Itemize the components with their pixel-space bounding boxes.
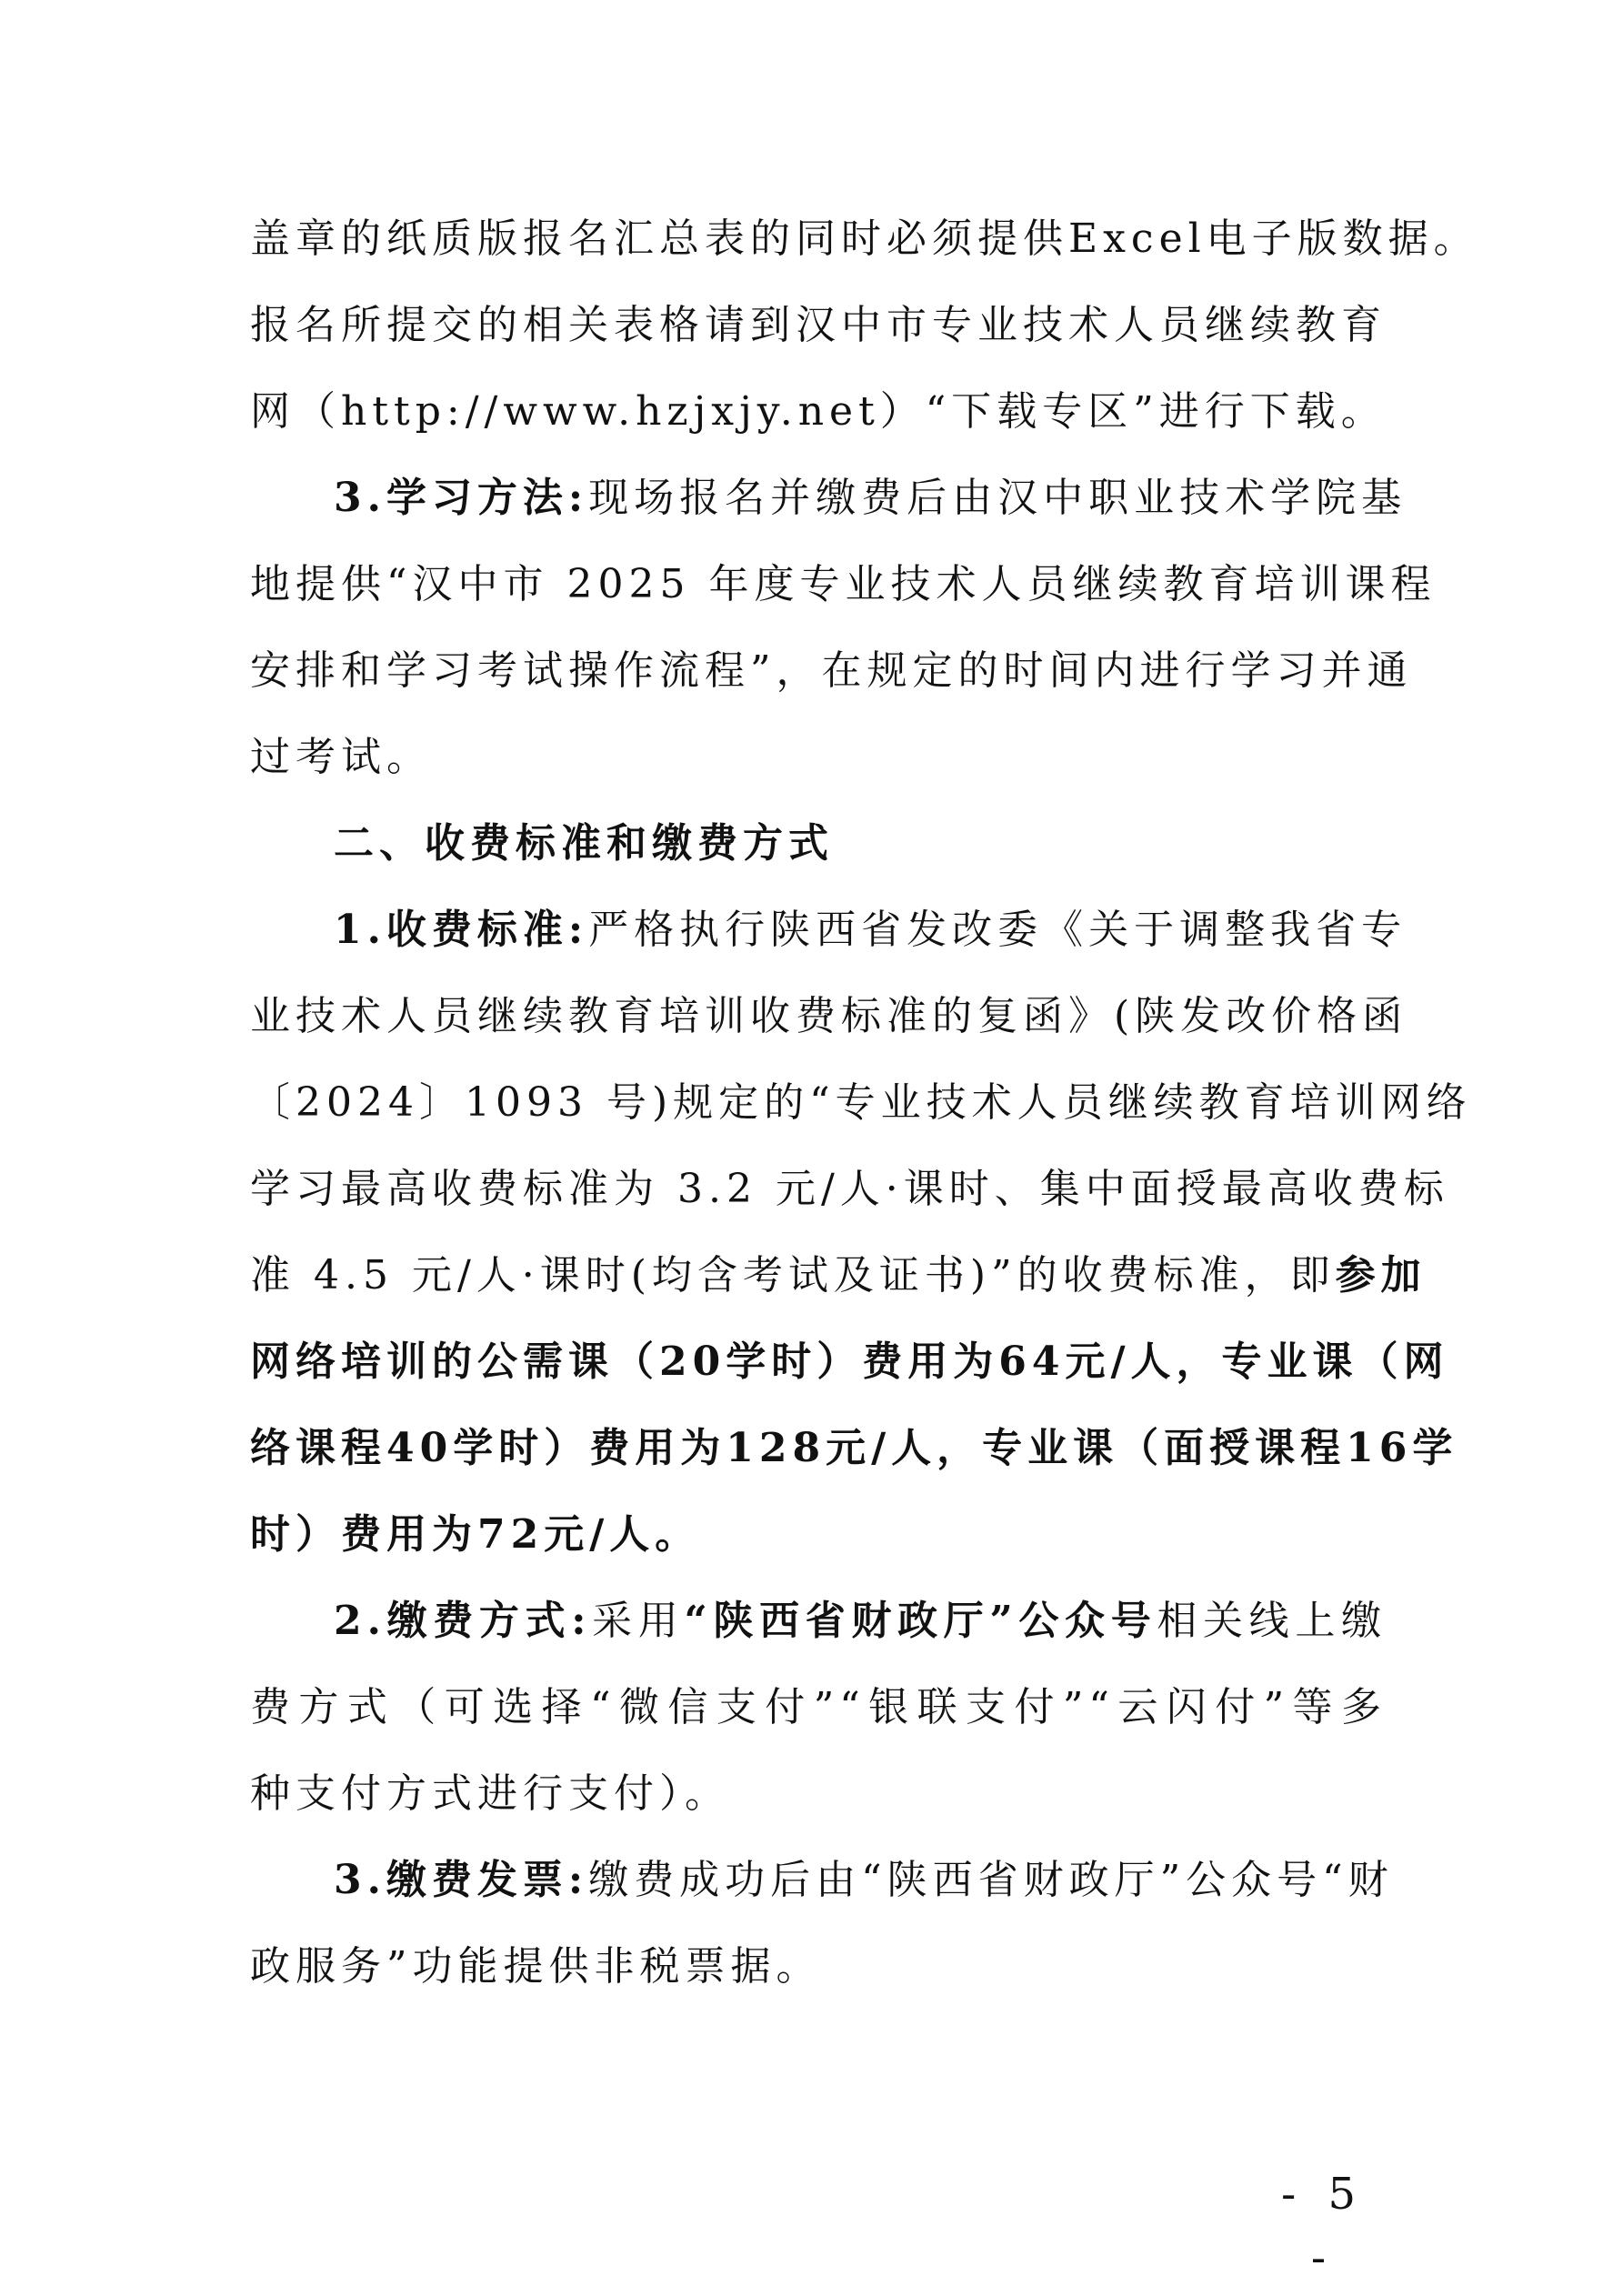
text-line: 〔2024〕1093 号)规定的“专业技术人员继续教育培训网络 [250,1079,1472,1126]
text-line: 业技术人员继续教育培训收费标准的复函》(陕发改价格函 [250,993,1408,1039]
text-line: 种支付方式进行支付）。 [250,1770,730,1817]
text-line: 过考试。 [250,734,432,780]
text-run-bold: 参加 [1335,1252,1427,1298]
text-run: 相关线上缴 [1157,1598,1388,1644]
text-run: 准 4.5 元/人·课时(均含考试及证书)”的收费标准，即 [250,1252,1336,1298]
text-line: 费方式（可选择“微信支付”“银联支付”“云闪付”等多 [250,1684,1387,1730]
text-run: 采用 [591,1598,685,1644]
text-run-bold: “陕西省财政厅”公众号 [684,1598,1157,1644]
text-line: 地提供“汉中市 2025 年度专业技术人员继续教育培训课程 [250,561,1437,607]
text-line [334,894,1408,967]
section-heading: 二、收费标准和缴费方式 [334,820,834,867]
text-run: 严格执行陕西省发改委《关于调整我省专 [588,907,1408,953]
text-line: 安排和学习考试操作流程”，在规定的时间内进行学习并通 [250,647,1413,694]
text-line [334,462,1408,535]
text-run: 现场报名并缴费后由汉中职业技术学院基 [588,475,1408,521]
section-label: 1.收费标准: [334,907,589,953]
text-line: 政服务”功能提供非税票据。 [250,1943,822,1990]
text-line-bold: 网络培训的公需课（20学时）费用为64元/人，专业课（网 [250,1338,1449,1385]
text-line: 盖章的纸质版报名汇总表的同时必须提供Excel电子版数据。 [250,216,1479,262]
section-label: 3.缴费发票: [334,1857,589,1903]
text-line-bold: 时）费用为72元/人。 [250,1511,701,1558]
section-label: 3.学习方法: [334,475,589,521]
text-line: 网（http://www.hzjxjy.net）“下载专区”进行下载。 [250,388,1387,435]
text-line: 学习最高收费标准为 3.2 元/人·课时、集中面授最高收费标 [250,1166,1449,1212]
text-line: 报名所提交的相关表格请到汉中市专业技术人员继续教育 [250,302,1387,348]
text-run: 缴费成功后由“陕西省财政厅”公众号“财 [588,1857,1394,1903]
text-line-bold: 络课程40学时）费用为128元/人，专业课（面授课程16学 [250,1425,1458,1471]
section-label: 2.缴费方式: [334,1598,592,1644]
text-line [334,1844,1394,1917]
text-line [334,1585,1387,1658]
page-number: - 5 - [1280,2169,1365,2283]
text-line [250,1239,1427,1312]
